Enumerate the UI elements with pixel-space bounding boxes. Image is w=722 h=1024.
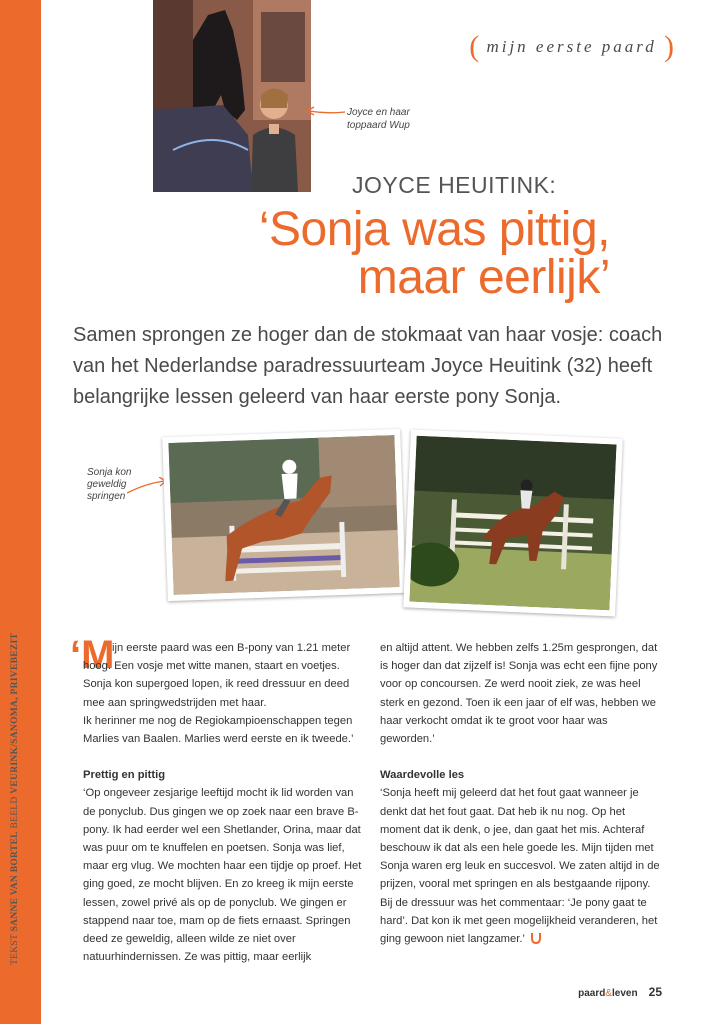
- caption-arrow-icon: [305, 106, 347, 118]
- page-footer: [578, 985, 662, 999]
- body-paragraph: Ik herinner me nog de Regiokampioenschappen tegen Marlies van Baalen. Marlies werd eerste en ik tweede.’: [83, 714, 354, 746]
- kicker: JOYCE HEUITINK:: [352, 172, 557, 198]
- body-paragraph: ‘Op ongeveer zesjarige leeftijd mocht ik lid worden van de ponyclub. Dus gingen we op zoek naar een brave B-pony. Ik had eerder wel een Shetlander, Orina, maar dat was puur om te knuffelen en poetsen. Sonja was lief, maar erg vlug. We mochten haar een tijdje op proef. Het ging goed, ze mocht blijven. En zo kreeg ik mijn eerste lessen, zowel privé als op de ponyclub. We gingen er stappend naar toe, mam op de fiets ernaast. Springen deed ze geweldig, alleen wilde ze niet over natuurhindernissen. Ze was pittig, maar eerlijk: [83, 787, 362, 964]
- page-number: 25: [648, 985, 662, 999]
- body-paragraph: ijn eerste paard was een B-pony van 1.21 meter hoog. Een vosje met witte manen, staart en voetjes. Sonja kon supergoed lopen, ik reed dressuur en deed mee aan springwedstrijden met haar.: [83, 642, 351, 709]
- body-column-2: [380, 639, 662, 948]
- intro-paragraph: Samen sprongen ze hoger dan de stokmaat van haar vosje: coach van het Nederlandse paradressuurteam Joyce Heuitink (32) heeft belangrijke lessen geleerd van haar eerste pony Sonja.: [73, 324, 663, 408]
- photo-jump-1: [162, 429, 406, 601]
- photo-joyce-and-horse: [153, 0, 311, 192]
- headline: ‘Sonja was pittig, maar eerlijk’: [258, 203, 610, 304]
- paren-open-icon: (: [469, 30, 480, 63]
- horseshoe-icon: [530, 932, 542, 944]
- caption-top-photo: Joyce en haar toppaard Wup: [347, 107, 410, 131]
- magazine-name: paard&leven: [578, 988, 638, 999]
- subheading-prettig-en-pittig: Prettig en pittig: [83, 769, 166, 782]
- side-accent-bar: [0, 0, 41, 1024]
- caption-jump-photo: Sonja kon geweldig springen: [87, 467, 132, 502]
- photo-jump-2: [403, 429, 623, 616]
- drop-cap: ‘M: [70, 633, 115, 677]
- photo-credit: TEKST SANNE VAN BORTEL BEELD VEURINK/SANOMA, PRIVEBEZIT: [10, 632, 20, 965]
- subheading-waardevolle-les: Waardevolle les: [380, 769, 465, 782]
- body-paragraph: ‘Sonja heeft mij geleerd dat het fout gaat wanneer je denkt dat het fout gaat. Dat heb ik nu nog. Op het moment dat ik denk, o jee, dan gaat het mis. Achteraf beschouw ik dat als een hele goede les. Mijn tijden met Sonja waren erg leuk en succesvol. We zaten altijd in de prijzen, vooral met springen en als bestgaande rijpony. Bij de dressuur was het commentaar: ‘Je pony gaat te hard’. Dat kon ik met geen mogelijkheid veranderen, het ging gewoon niet langzamer.’: [380, 787, 660, 946]
- body-column-1: [83, 639, 366, 966]
- paren-close-icon: ): [664, 30, 674, 63]
- section-tag: ( mijn eerste paard ): [469, 30, 674, 63]
- body-paragraph: en altijd attent. We hebben zelfs 1.25m gesprongen, dat is hoger dan dat zijzelf is! Sonja was echt een fijne pony voor op concoursen. Ze werd nooit ziek, ze was heel sterk en gezond. Toen ik een jaar of elf was, hebben we haar verkocht omdat ik te groot voor haar was geworden.’: [380, 642, 658, 746]
